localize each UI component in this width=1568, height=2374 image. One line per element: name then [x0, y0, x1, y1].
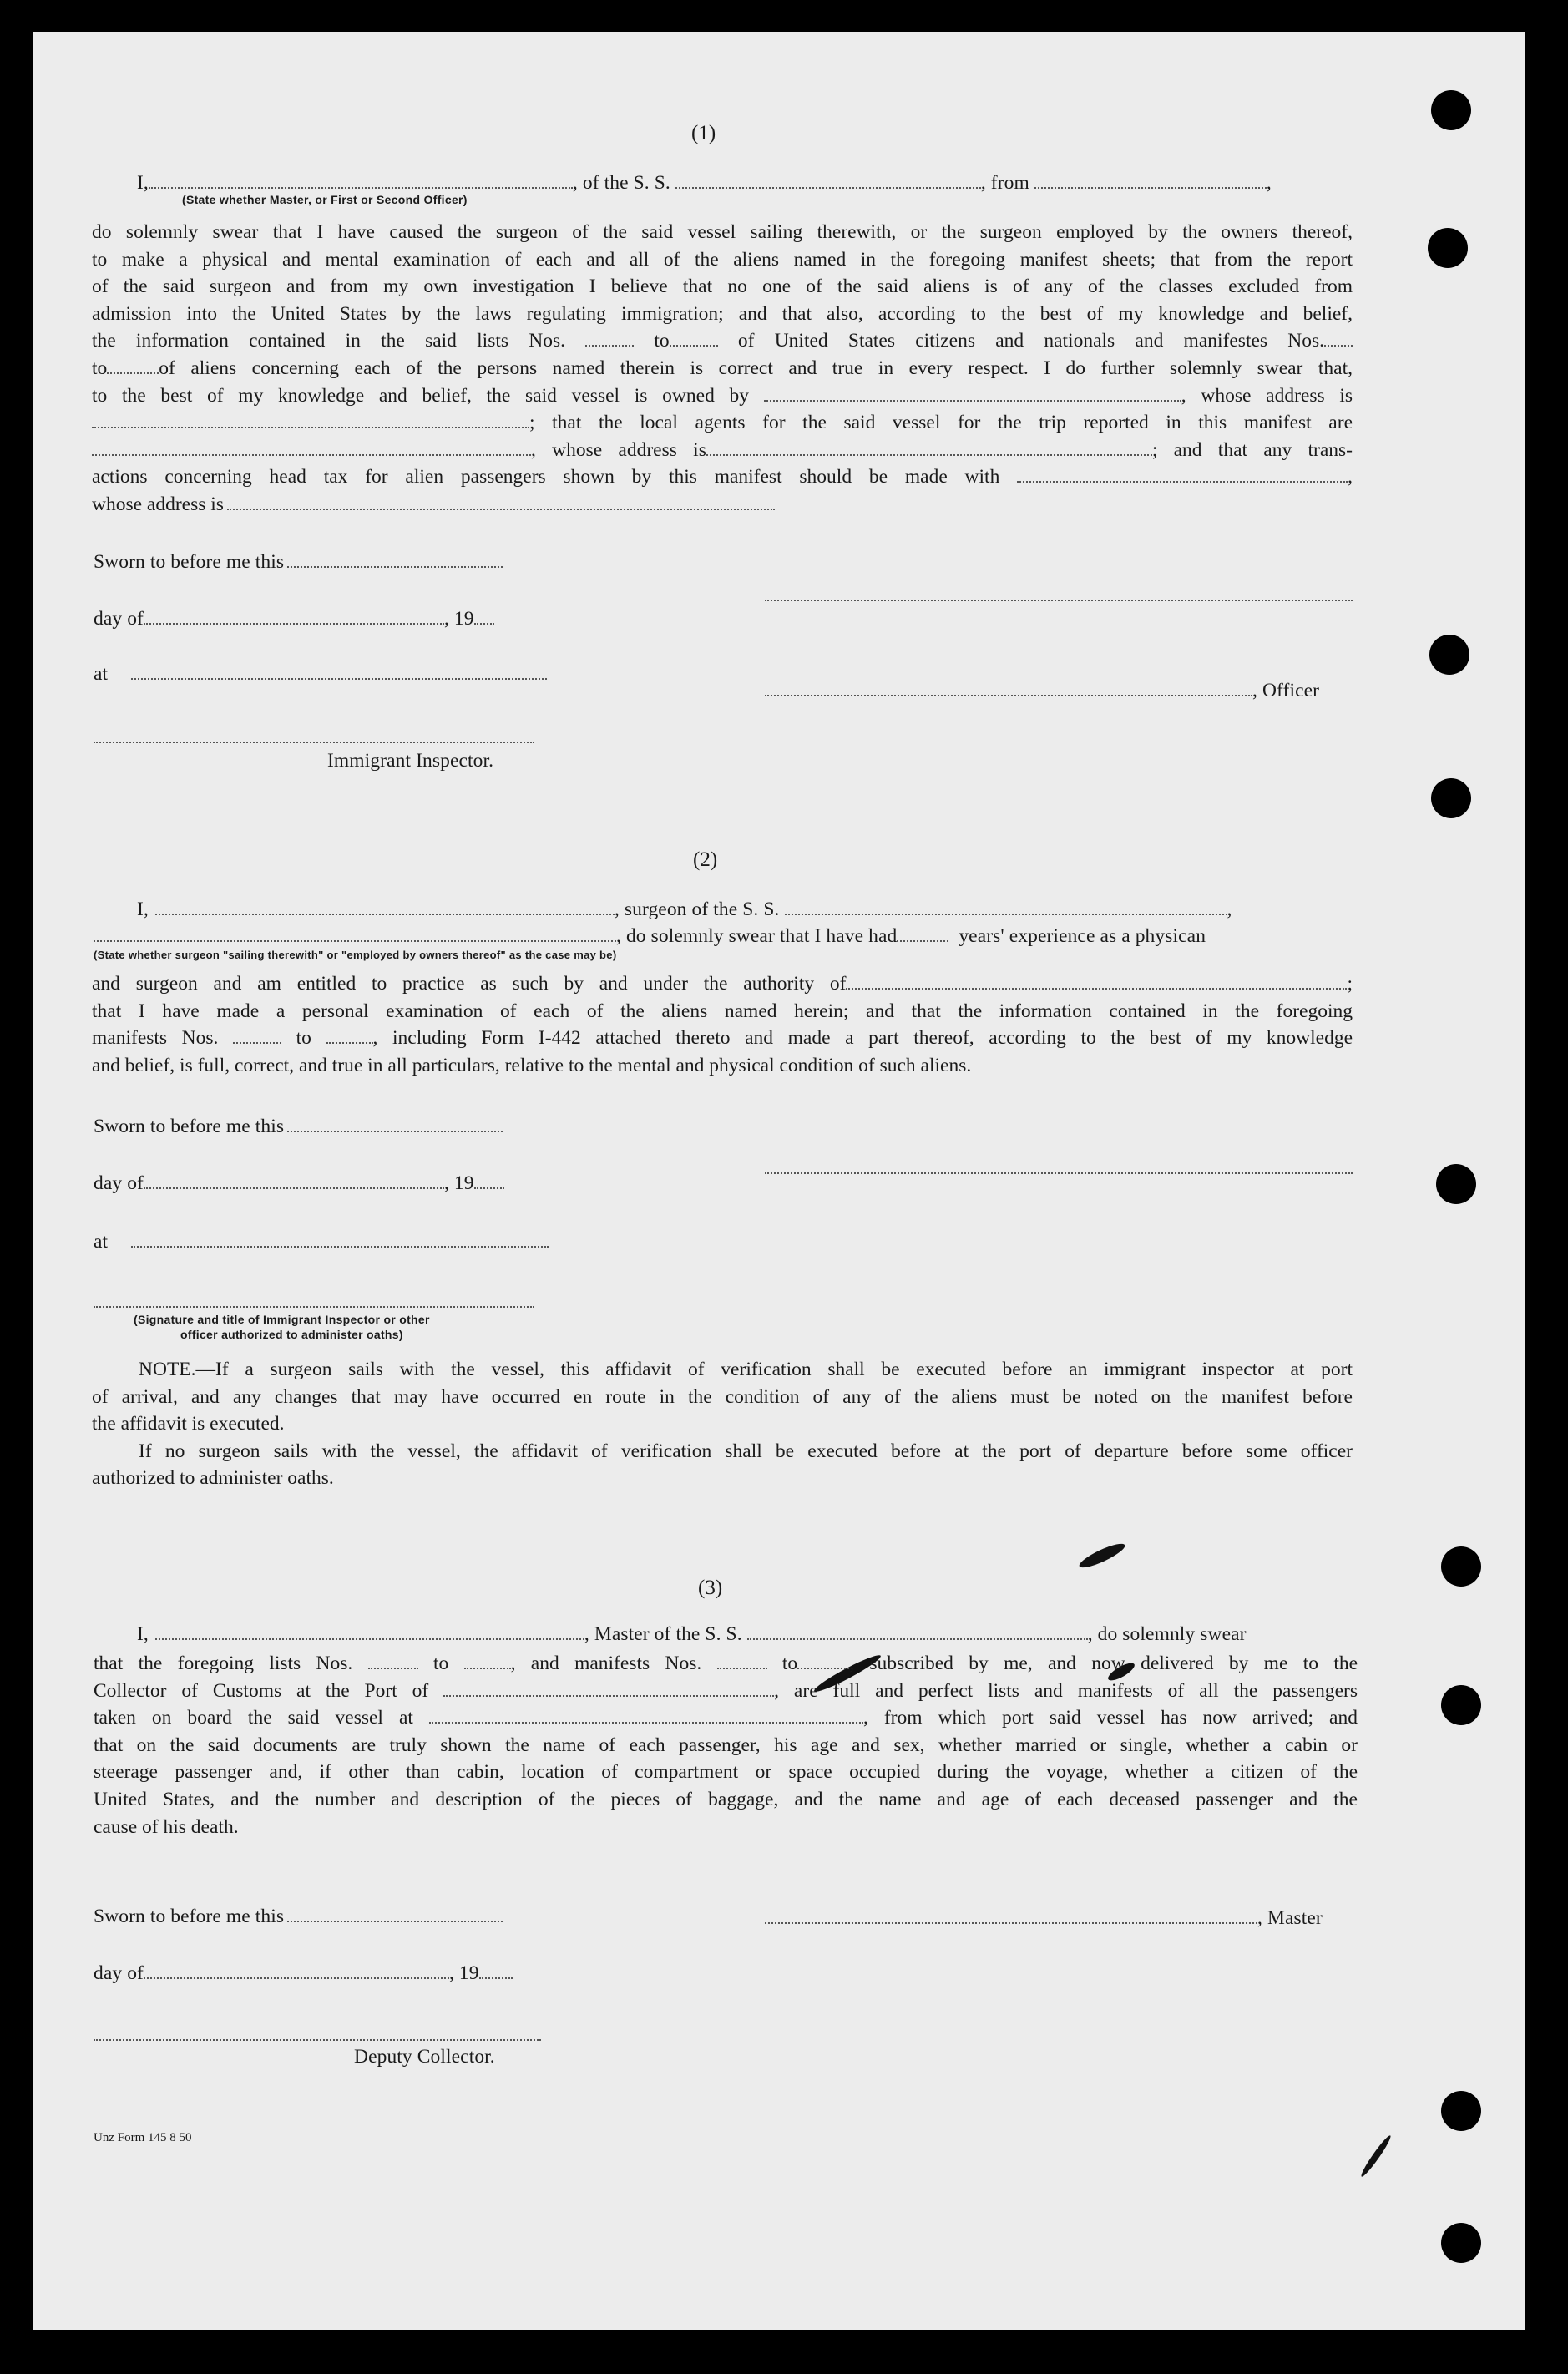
text: day of — [94, 1962, 144, 1984]
text: , surgeon of the S. S. — [614, 898, 780, 920]
text-line: admission into the United States by the laws regulating immigration; and that also, according to the best of my knowledge and belief, — [92, 302, 1353, 325]
section-1-caption: (State whether Master, or First or Second Officer) — [182, 193, 468, 206]
section-1-sworn — [94, 551, 503, 574]
text: , — [1348, 466, 1353, 488]
section-3-sworn — [94, 1906, 503, 1928]
binder-hole — [1436, 1164, 1476, 1204]
text: Sworn to before me this — [94, 1906, 285, 1927]
text-line — [94, 1650, 1358, 1678]
fill-line — [149, 172, 573, 189]
text: day of — [94, 1172, 144, 1194]
ink-speck — [1359, 2134, 1393, 2179]
text: to — [92, 357, 108, 379]
fill-line — [94, 925, 616, 942]
fill-line — [670, 330, 718, 347]
binder-hole — [1431, 778, 1471, 818]
fill-line — [131, 1231, 549, 1248]
fill-line — [92, 412, 529, 428]
text-line: of arrival, and any changes that may have occurred en route in the condition of any of the aliens must be noted on the manifest before — [92, 1385, 1353, 1408]
binder-hole — [1441, 1685, 1481, 1725]
text: , — [1266, 172, 1272, 194]
fill-line — [107, 357, 159, 374]
text-line: steerage passenger and, if other than cabin, location of compartment or space occupied during the voyage, whether a citizen of the — [94, 1761, 1358, 1784]
fill-line — [287, 1116, 503, 1132]
section-3-day-of — [94, 1962, 513, 1985]
text: I, — [137, 898, 149, 920]
fill-line — [747, 1623, 1088, 1640]
section-2-at — [94, 1231, 549, 1253]
text: I, — [137, 172, 149, 194]
fill-line — [155, 898, 615, 915]
text-line: cause of his death. — [94, 1815, 239, 1838]
text: , subscribed by me, and now delivered by me to the — [849, 1653, 1358, 1674]
text: , from — [980, 172, 1029, 194]
text: , whose address is — [1181, 384, 1353, 407]
text: I, — [137, 1623, 149, 1645]
fill-line — [464, 1653, 511, 1669]
signature-line — [765, 680, 1252, 696]
text: to the best of my knowledge and belief, the said vessel is owned by — [92, 384, 750, 407]
text-line: NOTE.—If a surgeon sails with the vessel, this affidavit of verification shall be executed before an immigrant inspector at port — [139, 1359, 1353, 1380]
ink-speck — [1077, 1540, 1127, 1572]
text-line — [92, 437, 1353, 464]
text: manifests Nos. — [92, 1027, 219, 1050]
section-1-line-1 — [137, 172, 1353, 195]
text-line — [92, 409, 1353, 437]
section-3-paragraph — [94, 1650, 1358, 1840]
fill-line — [706, 439, 1152, 456]
text: to — [432, 1653, 449, 1674]
text: actions concerning head tax for alien passengers shown by this manifest should be made with — [92, 466, 1000, 488]
fill-line — [675, 172, 981, 189]
section-3-line-1 — [137, 1623, 1358, 1646]
text-line: that I have made a personal examination of each of the aliens named herein; and that the information contained in the foregoing — [92, 1000, 1353, 1022]
text-line: to make a physical and mental examination of each and all of the aliens named in the foregoing manifest sheets; that from the report — [92, 248, 1353, 271]
section-3-deputy-title: Deputy Collector. — [354, 2046, 495, 2068]
signature-line — [765, 1172, 1353, 1174]
text: , and manifests Nos. — [510, 1653, 702, 1674]
text-line — [92, 970, 1353, 998]
form-number: Unz Form 145 8 50 — [94, 2131, 192, 2144]
signature-line — [94, 2039, 541, 2041]
text: Sworn to before me this — [94, 551, 285, 573]
fill-line — [287, 551, 503, 568]
section-1-paragraph — [92, 219, 1353, 519]
fill-line — [227, 494, 775, 510]
section-3-number: (3) — [698, 1577, 723, 1599]
section-2-number: (2) — [693, 848, 718, 871]
section-1-inspector-title: Immigrant Inspector. — [327, 750, 494, 772]
text-line: the affidavit is executed. — [92, 1413, 285, 1435]
text: to — [781, 1653, 798, 1674]
text: at — [94, 663, 109, 685]
text: , Master of the S. S. — [584, 1623, 742, 1645]
text: , Officer — [1252, 680, 1320, 701]
fill-line — [368, 1653, 418, 1669]
text: , from which port said vessel has now arrived; and — [862, 1707, 1358, 1729]
form-sheet — [33, 32, 1525, 2330]
fill-line — [131, 663, 547, 680]
fill-line — [287, 1906, 503, 1922]
fill-line — [1017, 466, 1348, 483]
fill-line — [92, 439, 531, 456]
text-line: of the said surgeon and from my own investigation I believe that no one of the said aliens is of any of the classes excluded from — [92, 276, 1353, 298]
section-3-master — [765, 1907, 1323, 1930]
text-line: If no surgeon sails with the vessel, the affidavit of verification shall be executed before at the port of departure before some officer — [139, 1440, 1353, 1462]
section-1-officer — [765, 680, 1319, 702]
section-2-caption: (State whether surgeon "sailing therewith" or "employed by owners thereof" as the case may be) — [94, 949, 617, 961]
signature-line — [765, 600, 1353, 601]
text: , Master — [1257, 1907, 1323, 1929]
fill-line — [474, 608, 494, 625]
fill-line — [233, 1027, 281, 1044]
section-1-day-of — [94, 608, 494, 630]
fill-line — [717, 1653, 767, 1669]
text: taken on board the said vessel at — [94, 1707, 413, 1729]
text: Collector of Customs at the Port of — [94, 1679, 429, 1702]
text: ; — [1347, 973, 1353, 995]
text: ; and that any trans- — [1151, 438, 1353, 461]
text: of United States citizens and nationals and manifestes Nos. — [737, 330, 1324, 352]
text-line — [92, 491, 1353, 519]
text-line: and belief, is full, correct, and true in all particulars, relative to the mental and physical condition of such aliens. — [92, 1054, 972, 1076]
section-2-sig-caption-1: (Signature and title of Immigrant Inspector or other — [134, 1313, 430, 1326]
section-2-day-of — [94, 1172, 504, 1195]
text-line — [92, 327, 1353, 355]
text: , of the S. S. — [572, 172, 670, 194]
text: the information contained in the said lists Nos. — [92, 330, 565, 352]
fill-line — [429, 1707, 863, 1724]
text: and surgeon and am entitled to practice as such by and under the authority of — [92, 973, 847, 995]
fill-line — [797, 1653, 849, 1669]
text: , including Form I-442 attached thereto and made a part thereof, according to the best of my knowledge — [372, 1027, 1353, 1050]
section-2-sig-caption-2: officer authorized to administer oaths) — [180, 1328, 403, 1341]
text-line — [94, 1678, 1358, 1705]
binder-hole — [1441, 2223, 1481, 2263]
binder-hole — [1441, 2091, 1481, 2131]
fill-line — [764, 385, 1181, 402]
text: , 19 — [443, 608, 474, 630]
section-1-number: (1) — [691, 122, 716, 144]
text: that the foregoing lists Nos. — [94, 1653, 353, 1674]
text: , do solemnly swear that I have had — [616, 925, 898, 947]
fill-line — [785, 898, 1227, 915]
text-line — [92, 355, 1353, 382]
text: of aliens concerning each of the persons named therein is correct and true in every respect. I do further solemnly swear that, — [159, 357, 1353, 379]
section-2-paragraph — [92, 970, 1353, 1079]
signature-line — [94, 1306, 534, 1308]
text-line — [92, 1025, 1353, 1052]
text: years' experience as a physican — [959, 925, 1206, 947]
text: ; that the local agents for the said vessel for the trip reported in this manifest are — [529, 412, 1353, 434]
text-line — [92, 382, 1353, 410]
signature-line — [94, 742, 534, 743]
section-2-line-2 — [94, 925, 1353, 948]
text: whose address is — [92, 493, 224, 515]
text: , 19 — [443, 1172, 474, 1194]
section-1-at — [94, 663, 547, 686]
fill-line — [144, 1172, 444, 1189]
binder-hole — [1441, 1546, 1481, 1587]
text-line: do solemnly swear that I have caused the surgeon of the said vessel sailing therewith, or the surgeon employed by the owners thereof, — [92, 221, 1353, 243]
fill-line — [326, 1027, 373, 1044]
fill-line — [144, 1962, 449, 1979]
text-line: United States, and the number and description of the pieces of baggage, and the name and age of each deceased passenger and the — [94, 1788, 1358, 1810]
fill-line — [846, 973, 1347, 990]
section-2-line-1 — [137, 898, 1353, 921]
fill-line — [1034, 172, 1267, 189]
text: , whose address is — [531, 438, 706, 461]
text-line: that on the said documents are truly shown the name of each passenger, his age and sex, whether married or single, whether a cabin or — [94, 1734, 1358, 1756]
section-2-sworn — [94, 1116, 503, 1138]
binder-hole — [1429, 635, 1469, 675]
fill-line — [443, 1680, 774, 1697]
text-line — [92, 463, 1353, 491]
fill-line — [585, 330, 634, 347]
text: day of — [94, 608, 144, 630]
binder-hole — [1428, 228, 1468, 268]
fill-line — [474, 1172, 504, 1189]
text-line: authorized to administer oaths. — [92, 1467, 334, 1490]
text: , — [1227, 898, 1232, 920]
fill-line — [897, 925, 948, 942]
text: to — [296, 1027, 311, 1050]
text: to — [654, 330, 670, 352]
fill-line — [1324, 330, 1353, 347]
text: at — [94, 1231, 109, 1253]
fill-line — [144, 608, 444, 625]
fill-line — [479, 1962, 513, 1979]
text: , are full and perfect lists and manifests of all the passengers — [774, 1679, 1358, 1702]
text-line — [94, 1704, 1358, 1732]
fill-line — [155, 1623, 584, 1640]
text: , do solemnly swear — [1087, 1623, 1247, 1645]
binder-hole — [1431, 90, 1471, 130]
note-paragraph — [92, 1356, 1353, 1492]
text: , 19 — [448, 1962, 479, 1984]
text: Sworn to before me this — [94, 1116, 285, 1137]
signature-line — [765, 1907, 1257, 1924]
